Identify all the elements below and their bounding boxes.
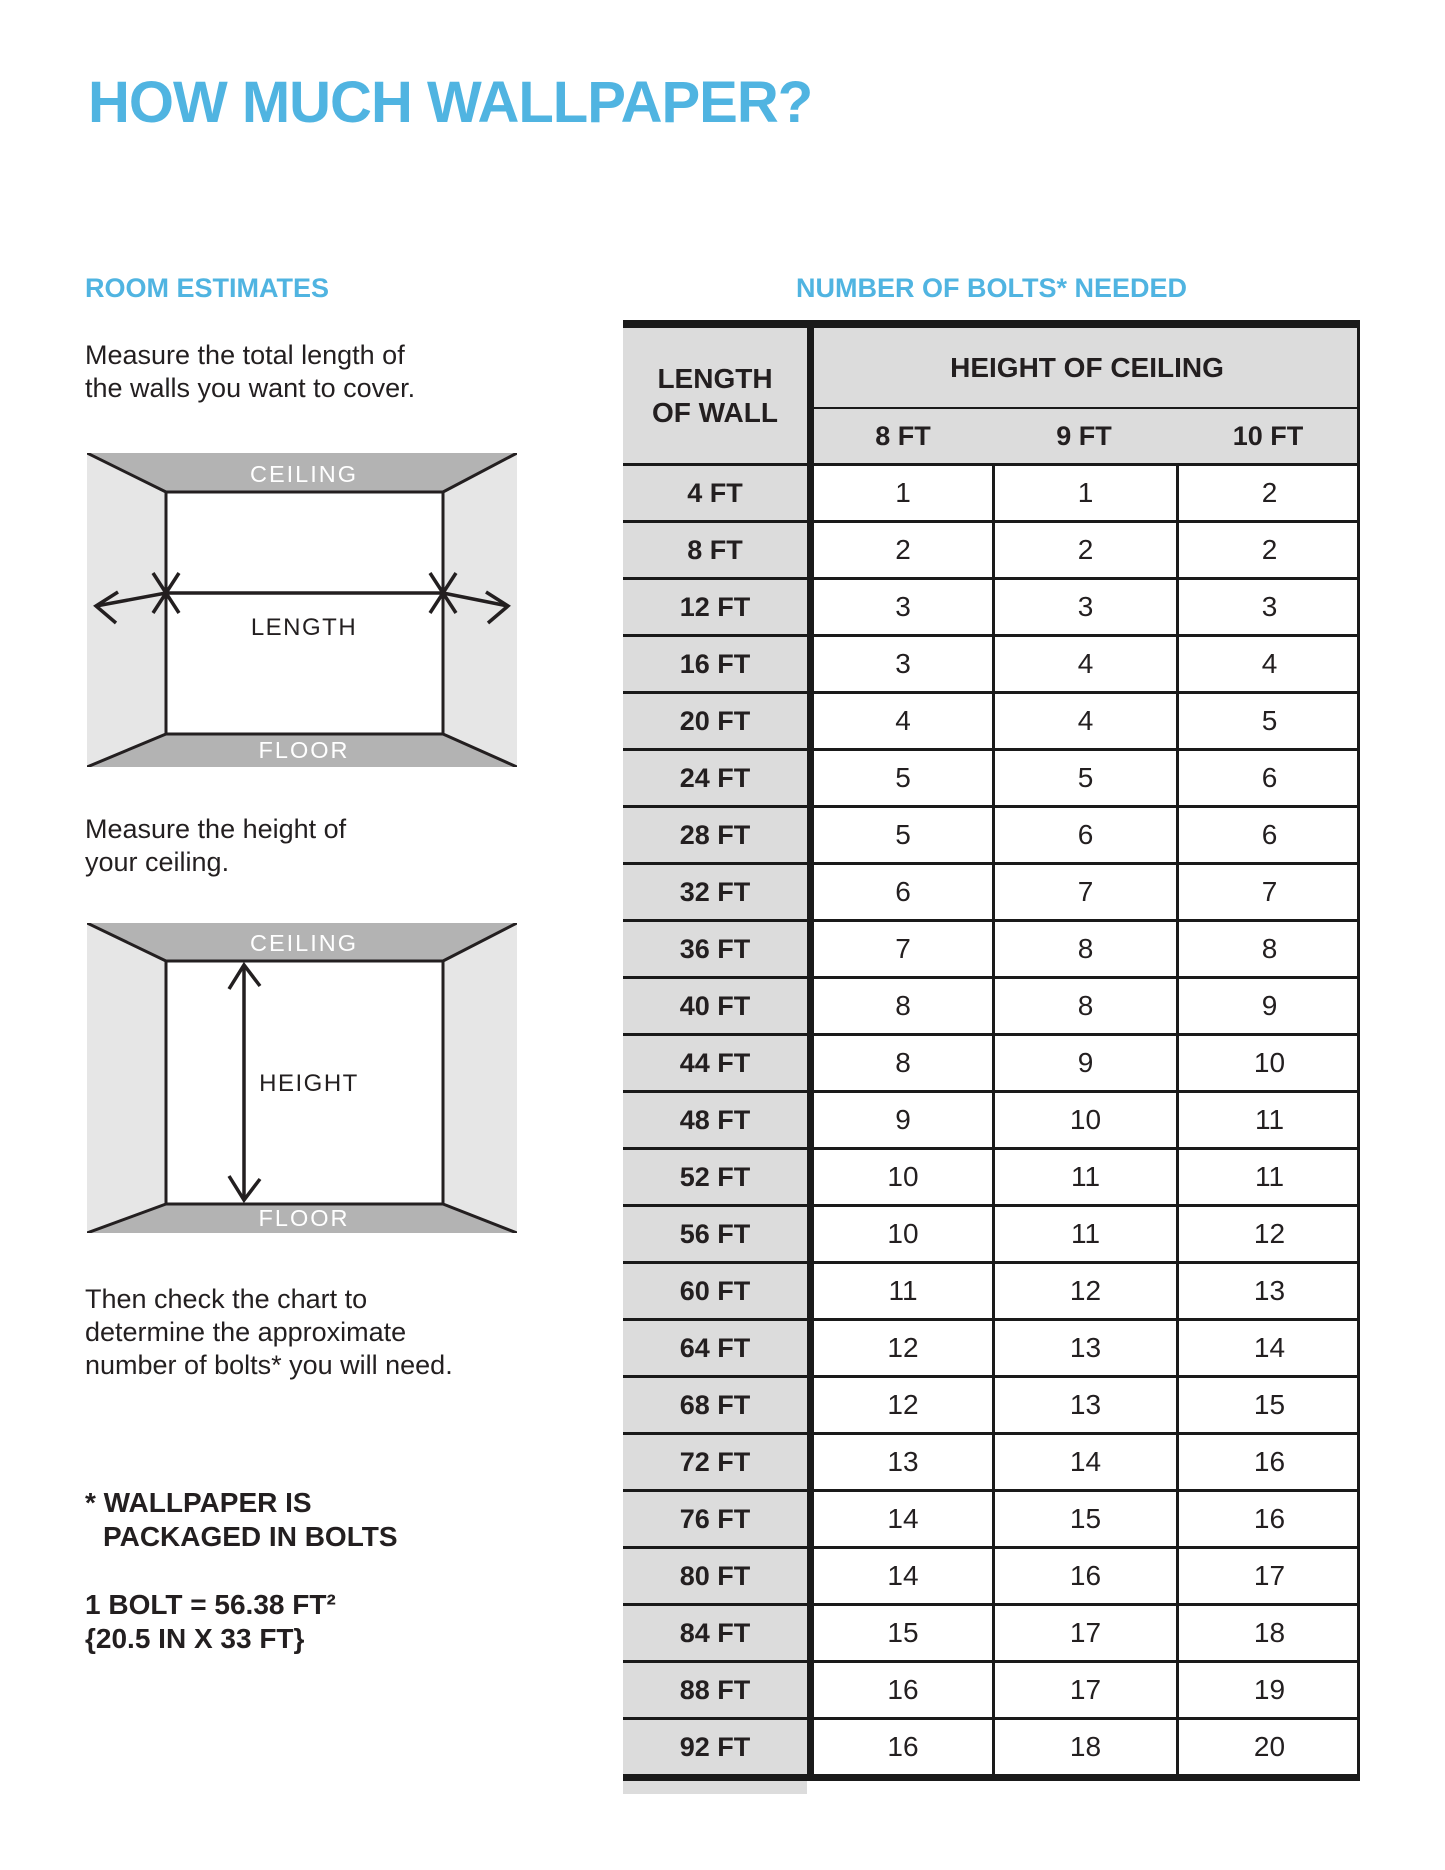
row-length-label: 8 FT [623,523,807,577]
table-row [623,1261,1360,1318]
col-header-9ft: 9 FT [1056,420,1112,451]
table-header [623,328,1360,463]
step2-line2: your ceiling. [85,847,230,877]
bolts-value-cell: 1 [895,477,911,508]
bolts-value-cell: 16 [887,1674,919,1705]
table-thick-divider [807,466,814,520]
row-length-label: 36 FT [623,922,807,976]
bolts-value-cell: 2 [895,534,911,565]
ceiling-height-subheaders [814,409,1360,463]
bolts-value-cell: 13 [992,1321,1176,1375]
row-length-label: 88 FT [623,1663,807,1717]
row-length-label: 72 FT [623,1435,807,1489]
bolts-value-cell: 6 [1176,751,1360,805]
table-thick-divider [807,751,814,805]
row-length-label: 56 FT [623,1207,807,1261]
table-row [623,634,1360,691]
footnote-line1: * WALLPAPER IS [85,1487,312,1518]
bolts-value-cell: 11 [888,1275,918,1306]
row-length-label: 28 FT [623,808,807,862]
bolts-value-cell: 18 [1176,1606,1360,1660]
height-of-ceiling-header: HEIGHT OF CEILING [814,328,1360,407]
table-row [623,748,1360,805]
length-of-wall-line2: OF WALL [652,396,778,428]
bolts-value-cell: 16 [1176,1492,1360,1546]
bolts-value-cell: 5 [895,762,911,793]
table-thick-divider [807,1720,814,1774]
ceiling-label: CEILING [249,461,359,487]
table-thick-divider [807,328,814,463]
bolts-value-cell: 15 [887,1617,919,1648]
row-length-label: 16 FT [623,637,807,691]
table-thick-divider [807,1321,814,1375]
bolts-value-cell: 9 [895,1104,911,1135]
table-top-border [623,320,1360,328]
ceiling-height-header-group [814,328,1360,463]
page-title: HOW MUCH WALLPAPER? [88,70,813,135]
table-thick-divider [807,1093,814,1147]
table-row [623,1603,1360,1660]
bolts-value-cell: 8 [1176,922,1360,976]
bolts-value-cell: 4 [1176,637,1360,691]
table-row [623,1432,1360,1489]
table-thick-divider [807,1150,814,1204]
row-length-label: 80 FT [623,1549,807,1603]
table-thick-divider [807,979,814,1033]
table-row [623,463,1360,520]
height-label: HEIGHT [259,1070,359,1097]
table-row [623,1318,1360,1375]
table-thick-divider [807,1207,814,1261]
row-length-label: 20 FT [623,694,807,748]
bolts-value-cell: 16 [887,1731,919,1762]
bolts-value-cell: 2 [992,523,1176,577]
table-row [623,1489,1360,1546]
bolts-value-cell: 15 [1176,1378,1360,1432]
table-thick-divider [807,1606,814,1660]
ceiling-label: CEILING [249,930,359,956]
row-length-label: 44 FT [623,1036,807,1090]
bolts-value-cell: 12 [1176,1207,1360,1261]
table-row [623,577,1360,634]
table-row [623,919,1360,976]
table-row [623,1033,1360,1090]
bolts-value-cell: 1 [992,466,1176,520]
bolts-value-cell: 17 [992,1663,1176,1717]
step1-text [85,339,415,405]
table-thick-divider [807,1663,814,1717]
step3-line2: determine the approximate [85,1317,407,1347]
table-row [623,1147,1360,1204]
bolts-value-cell: 13 [1176,1264,1360,1318]
step1-line1: Measure the total length of [85,340,405,370]
bolts-value-cell: 2 [1176,523,1360,577]
bolts-value-cell: 8 [895,1047,911,1078]
bolts-value-cell: 11 [992,1207,1176,1261]
row-length-label: 60 FT [623,1264,807,1318]
table-thick-divider [807,1036,814,1090]
bolts-value-cell: 14 [1176,1321,1360,1375]
table-right-border [1357,320,1360,1781]
bolts-value-cell: 12 [992,1264,1176,1318]
bolts-table-heading: NUMBER OF BOLTS* NEEDED [795,273,1187,303]
height-diagram [87,923,517,1233]
table-row [623,1660,1360,1717]
bolts-value-cell: 8 [992,922,1176,976]
table-row [623,1717,1360,1774]
table-row [623,1375,1360,1432]
floor-label: FLOOR [258,737,350,763]
step2-text [85,813,346,879]
row-length-label: 52 FT [623,1150,807,1204]
bolts-value-cell: 11 [1176,1093,1360,1147]
table-thick-divider [807,694,814,748]
step3-line1: Then check the chart to [85,1284,368,1314]
step2-line1: Measure the height of [85,814,347,844]
bolts-value-cell: 14 [887,1503,919,1534]
bolts-value-cell: 4 [992,694,1176,748]
row-length-label: 40 FT [623,979,807,1033]
bolts-value-cell: 7 [1176,865,1360,919]
bolts-value-cell: 17 [1176,1549,1360,1603]
length-of-wall-header [623,328,807,463]
bolts-value-cell: 12 [887,1389,919,1420]
table-row [623,805,1360,862]
length-label: LENGTH [250,614,358,641]
bolts-value-cell: 10 [1176,1036,1360,1090]
table-row [623,520,1360,577]
bolts-value-cell: 8 [992,979,1176,1033]
bolt-size-line2: {20.5 IN X 33 FT} [85,1623,305,1654]
table-thick-divider [807,1549,814,1603]
table-thick-divider [807,1264,814,1318]
row-length-label: 76 FT [623,1492,807,1546]
table-thick-divider [807,523,814,577]
bolts-value-cell: 16 [992,1549,1176,1603]
bolts-value-cell: 2 [1176,466,1360,520]
step3-line3: number of bolts* you will need. [85,1350,453,1380]
row-length-label: 64 FT [623,1321,807,1375]
row-length-label: 92 FT [623,1720,807,1774]
step1-line2: the walls you want to cover. [85,373,416,403]
length-of-wall-line1: LENGTH [657,362,773,394]
back-wall-surface [166,492,443,734]
bolts-value-cell: 18 [992,1720,1176,1774]
table-row [623,1204,1360,1261]
table-row [623,976,1360,1033]
bolts-value-cell: 9 [992,1036,1176,1090]
bolts-value-cell: 19 [1176,1663,1360,1717]
row-length-label: 48 FT [623,1093,807,1147]
table-thick-divider [807,1378,814,1432]
bolts-value-cell: 5 [1176,694,1360,748]
length-diagram [87,453,517,767]
table-row [623,691,1360,748]
table-bottom-border [623,1774,1360,1781]
room-estimates-heading: ROOM ESTIMATES [85,273,330,303]
bolts-value-cell: 9 [1176,979,1360,1033]
bolts-value-cell: 3 [895,591,911,622]
bolts-value-cell: 10 [887,1218,919,1249]
row-length-label: 24 FT [623,751,807,805]
bolt-size-line1: 1 BOLT = 56.38 FT² [85,1589,336,1620]
bolts-value-cell: 3 [1176,580,1360,634]
table-footer-tab [623,1781,807,1794]
col-header-10ft: 10 FT [1232,420,1304,451]
bolts-value-cell: 10 [992,1093,1176,1147]
row-length-label: 32 FT [623,865,807,919]
bolts-footnote [85,1486,398,1554]
bolt-size-info [85,1588,336,1656]
bolts-value-cell: 14 [992,1435,1176,1489]
bolts-value-cell: 13 [887,1446,919,1477]
bolts-value-cell: 3 [992,580,1176,634]
bolts-value-cell: 10 [887,1161,919,1192]
left-wall-surface [87,923,166,1233]
bolts-value-cell: 15 [992,1492,1176,1546]
col-header-8ft: 8 FT [875,420,931,451]
table-thick-divider [807,1492,814,1546]
bolts-value-cell: 12 [887,1332,919,1363]
bolts-value-cell: 6 [895,876,911,907]
footnote-line2: PACKAGED IN BOLTS [103,1521,398,1552]
bolts-value-cell: 5 [992,751,1176,805]
table-row [623,1546,1360,1603]
floor-label: FLOOR [258,1205,350,1231]
row-length-label: 12 FT [623,580,807,634]
bolts-value-cell: 16 [1176,1435,1360,1489]
bolts-value-cell: 14 [887,1560,919,1591]
bolts-value-cell: 11 [1176,1150,1360,1204]
bolts-value-cell: 7 [992,865,1176,919]
table-thick-divider [807,922,814,976]
bolts-value-cell: 20 [1176,1720,1360,1774]
table-thick-divider [807,637,814,691]
bolts-value-cell: 4 [895,705,911,736]
table-thick-divider [807,1435,814,1489]
row-length-label: 68 FT [623,1378,807,1432]
bolts-value-cell: 3 [895,648,911,679]
bolts-value-cell: 6 [992,808,1176,862]
table-thick-divider [807,580,814,634]
bolts-table [623,320,1360,1794]
bolts-value-cell: 13 [992,1378,1176,1432]
bolts-value-cell: 11 [992,1150,1176,1204]
table-thick-divider [807,808,814,862]
table-row [623,1090,1360,1147]
right-wall-surface [443,923,517,1233]
row-length-label: 4 FT [623,466,807,520]
table-row [623,862,1360,919]
row-length-label: 84 FT [623,1606,807,1660]
bolts-value-cell: 7 [895,933,911,964]
table-thick-divider [807,865,814,919]
bolts-value-cell: 17 [992,1606,1176,1660]
bolts-value-cell: 4 [992,637,1176,691]
bolts-value-cell: 8 [895,990,911,1021]
bolts-value-cell: 6 [1176,808,1360,862]
table-body [623,463,1360,1774]
step3-text [85,1283,453,1382]
bolts-value-cell: 5 [895,819,911,850]
